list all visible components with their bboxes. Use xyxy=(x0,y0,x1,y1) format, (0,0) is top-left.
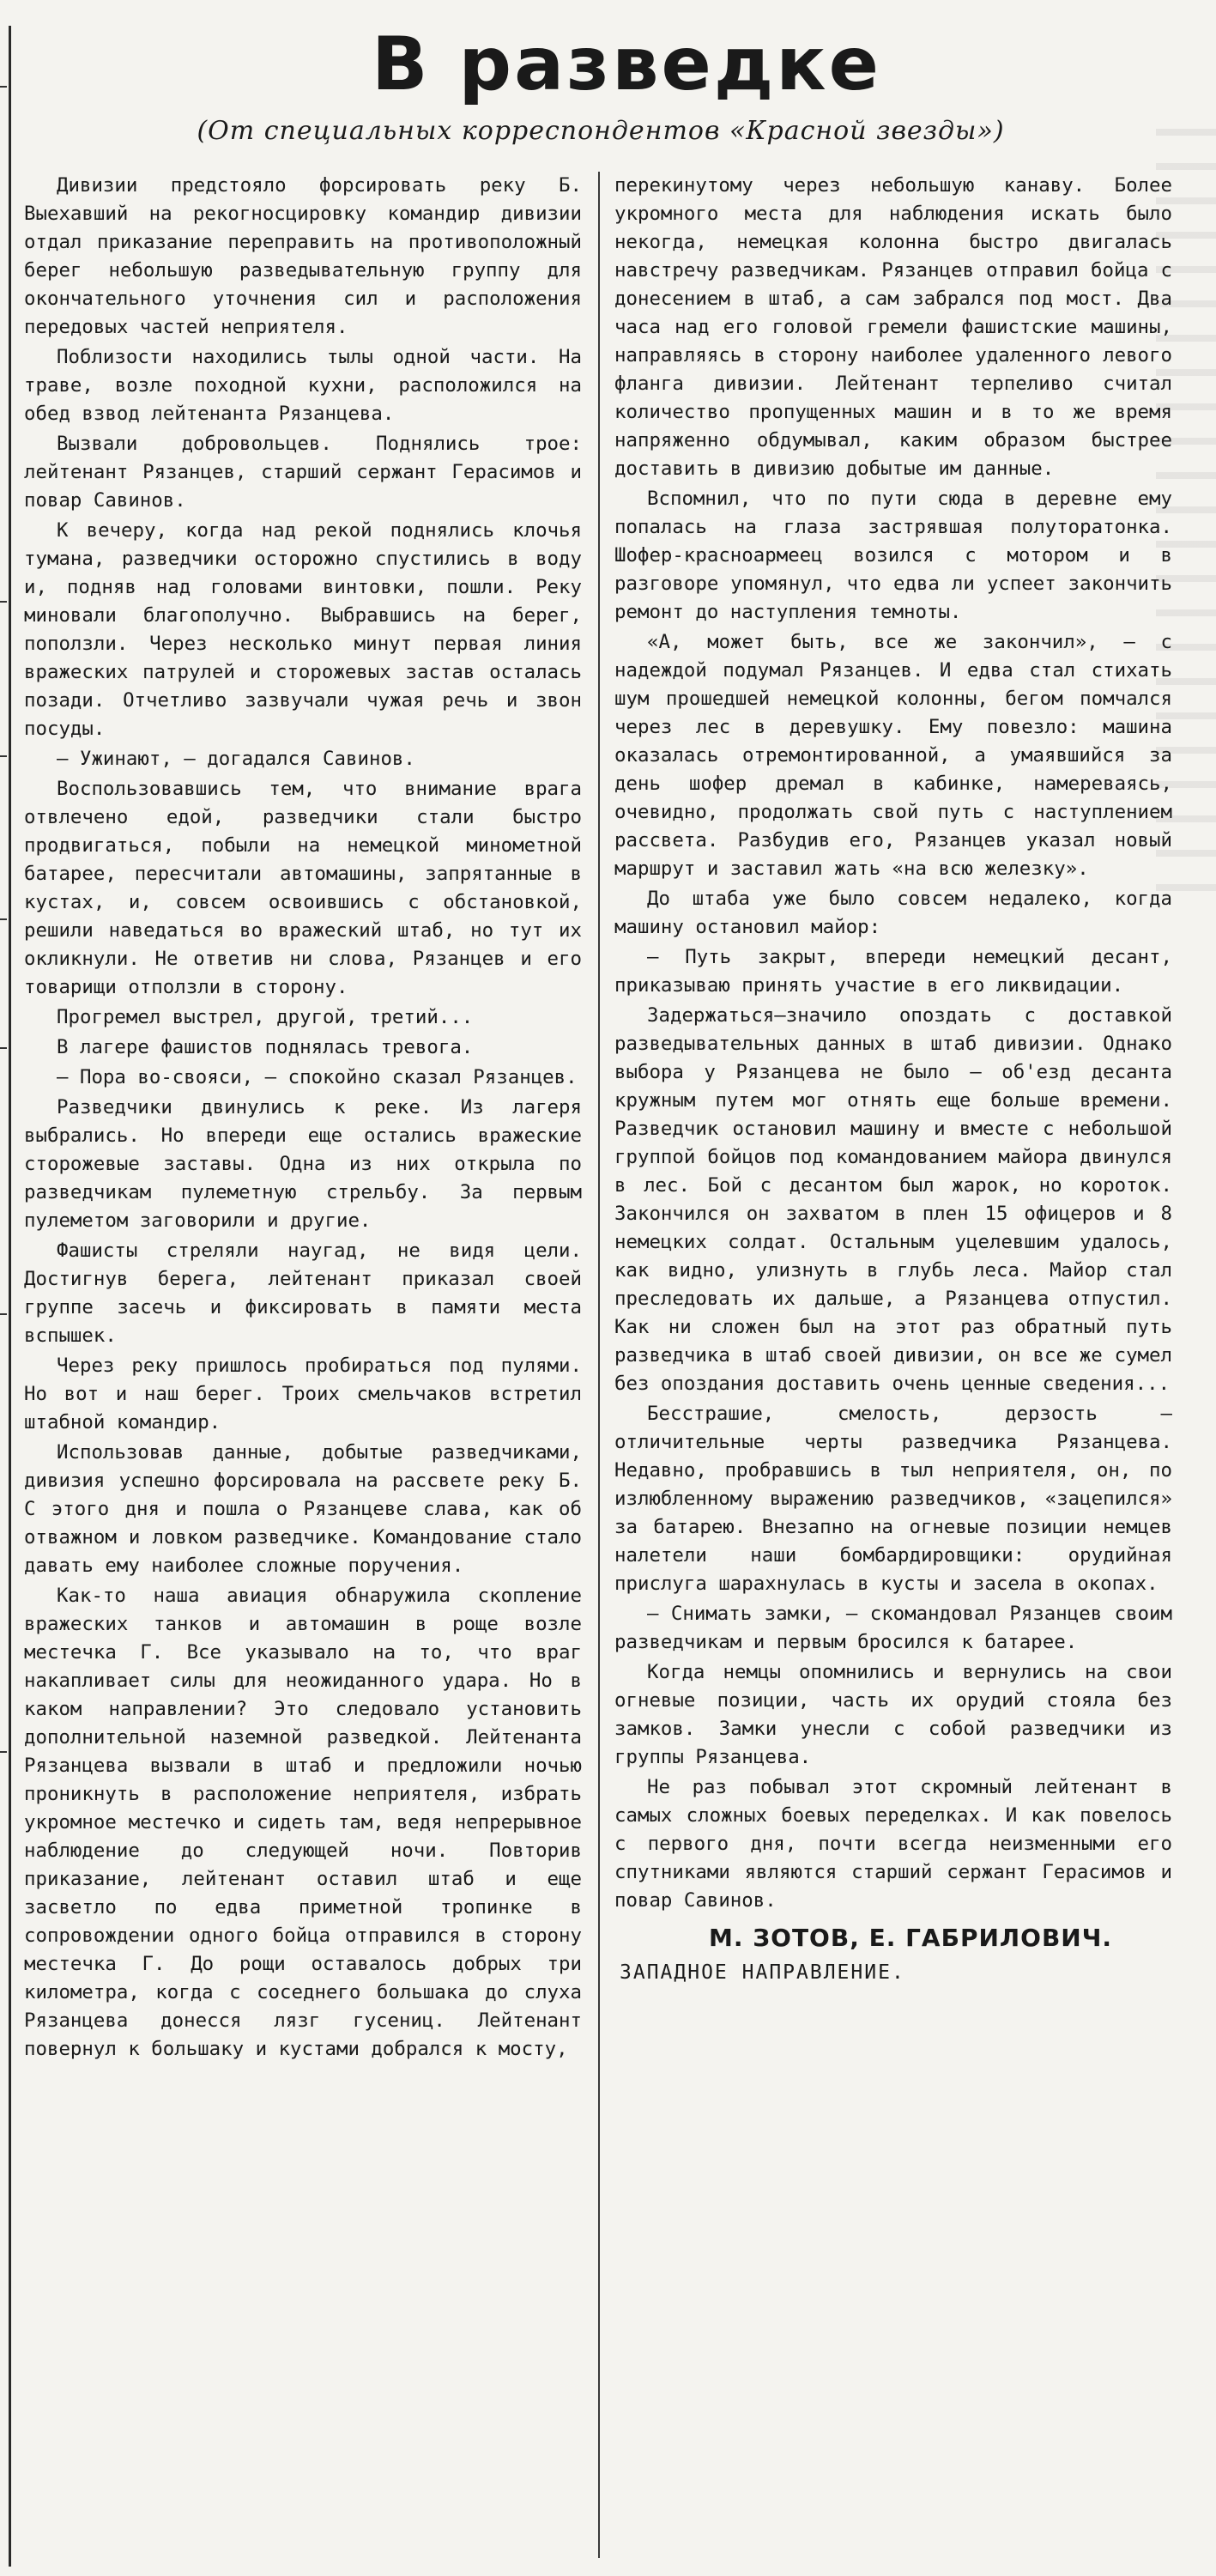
article-subheadline: (От специальных корреспондентов «Красной звезды») xyxy=(197,116,1005,146)
paragraph: — Путь закрыт, впереди немецкий десант, приказываю принять участие в его ликвидации. xyxy=(614,946,1172,997)
paragraph: — Ужинают, — догадался Савинов. xyxy=(57,748,415,770)
article-headline: В разведке xyxy=(372,21,881,107)
paragraph: Воспользовавшись тем, что внимание врага отвлечено едой, разведчики стали быстро продвигаться, побыли на немецкой минометной батарее, пересчитали автомашины, запрятанные в кустах, и, совсем освоившись с обстановкой, решили наведаться во вражеский штаб, но тут их окликнули. Не ответив ни слова, Рязанцев и его товарищи отползли в сторону. xyxy=(24,778,582,998)
paragraph: — Пора во-свояси, — спокойно сказал Рязанцев. xyxy=(57,1066,578,1088)
paragraph: Бесстрашие, смелость, дерзость — отличительные черты разведчика Рязанцева. Недавно, пробравшись в тыл неприятеля, он, по излюбленному выражению разведчиков, «зацепился» за батарею. Внезапно на огневые позиции немцев налетели наши бомбардировщики: орудийная прислуга шарахнулась в кусты и засела в окопах. xyxy=(614,1403,1172,1595)
paragraph: Вызвали добровольцев. Поднялись трое: лейтенант Рязанцев, старший сержант Герасимов и повар Савинов. xyxy=(24,433,582,512)
paragraph: «А, может быть, все же закончил», — с надеждой подумал Рязанцев. И едва стал стихать шум прошедшей немецкой колонны, бегом помчался через лес в деревушку. Ему повезло: машина оказалась отремонтированной, а умаявшийся за день шофер дремал в кабинке, намереваясь, очевидно, продолжать свой путь с наступлением рассвета. Разбудив его, Рязанцев указал новый маршрут и заставил жать «на всю железку». xyxy=(614,631,1172,880)
paragraph: Когда немцы опомнились и вернулись на свои огневые позиции, часть их орудий стояла без замков. Замки унесли с собой разведчики из группы Рязанцева. xyxy=(614,1661,1172,1768)
paragraph: Не раз побывал этот скромный лейтенант в самых сложных боевых переделках. И как повелось с первого дня, почти всегда неизменными его спутниками являются старший сержант Герасимов и повар Савинов. xyxy=(614,1776,1172,1912)
paragraph: Через реку пришлось пробираться под пулями. Но вот и наш берег. Троих смельчаков встретил штабной командир. xyxy=(24,1355,582,1433)
paragraph: Использовав данные, добытые разведчиками, дивизия успешно форсировала на рассвете реку Б. С этого дня и пошла о Рязанцеве слава, как об отважном и ловком разведчике. Командование стало давать ему наиболее сложные поручения. xyxy=(24,1441,582,1577)
paragraph: Поблизости находились тылы одной части. На траве, возле походной кухни, расположился на обед взвод лейтенанта Рязанцева. xyxy=(24,346,582,425)
article-column-left xyxy=(24,172,582,2541)
paragraph: Вспомнил, что по пути сюда в деревне ему попалась на глаза застрявшая полуторатонка. Шофер-красноармеец возился с мотором и в разговоре упомянул, что едва ли успеет закончить ремонт до наступления темноты. xyxy=(614,488,1172,623)
author-signature: М. ЗОТОВ, Е. ГАБРИЛОВИЧ. xyxy=(709,1924,1112,1952)
paragraph: Прогремел выстрел, другой, третий... xyxy=(57,1006,474,1028)
paragraph: К вечеру, когда над рекой поднялись клочья тумана, разведчики осторожно спустились в воду и, подняв над головами винтовки, пошли. Реку миновали благополучно. Выбравшись на берег, поползли. Через несколько минут первая линия вражеских патрулей и сторожевых застав осталась позади. Отчетливо зазвучали чужая речь и звон посуды. xyxy=(24,519,582,740)
paragraph: До штаба уже было совсем недалеко, когда машину остановил майор: xyxy=(614,888,1172,938)
left-column-rule xyxy=(9,26,11,2567)
article-column-right xyxy=(614,172,1172,2541)
column-divider xyxy=(598,172,600,2558)
left-edge-marks xyxy=(0,52,9,2541)
paragraph: перекинутому через небольшую канаву. Более укромного места для наблюдения искать было некогда, немецкая колонна быстро двигалась навстречу разведчикам. Рязанцев отправил бойца с донесением в штаб, а сам забрался под мост. Два часа над его головой гремели фашистские машины, направляясь в сторону наиболее удаленного левого фланга дивизии. Лейтенант терпеливо считал количество пропущенных машин и в то же время напряженно обдумывал, каким образом быстрее доставить в дивизию добытые им данные. xyxy=(614,174,1172,480)
paragraph: Дивизии предстояло форсировать реку Б. Выехавший на рекогносцировку командир дивизии отдал приказание переправить на противоположный берег небольшую разведывательную группу для окончательного уточнения сил и расположения передовых частей неприятеля. xyxy=(24,174,582,338)
paragraph: Фашисты стреляли наугад, не видя цели. Достигнув берега, лейтенант приказал своей группе засечь и фиксировать в памяти места вспышек. xyxy=(24,1240,582,1347)
paragraph: В лагере фашистов поднялась тревога. xyxy=(57,1036,474,1058)
paragraph: Разведчики двинулись к реке. Из лагеря выбрались. Но впереди еще остались вражеские сторожевые заставы. Одна из них открыла по разведчикам пулеметную стрельбу. За первым пулеметом заговорили и другие. xyxy=(24,1096,582,1232)
paragraph: Задержаться—значило опоздать с доставкой разведывательных данных в штаб дивизии. Однако выбора у Рязанцева не было — об'езд десанта кружным путем мог отнять еще больше времени. Разведчик остановил машину и вместе с небольшой группой бойцов под командованием майора двинулся в лес. Бой с десантом был жарок, но короток. Закончился он захватом в плен 15 офицеров и 8 немецких солдат. Остальным уцелевшим удалось, как видно, улизнуть в глубь леса. Майор стал преследовать их дальше, а Рязанцева отпустил. Как ни сложен был на этот раз обратный путь разведчика в штаб своей дивизии, он все же сумел без опоздания доставить очень ценные сведения... xyxy=(614,1004,1172,1395)
dateline: ЗАПАДНОЕ НАПРАВЛЕНИЕ. xyxy=(620,1961,905,1984)
paragraph: — Снимать замки, — скомандовал Рязанцев своим разведчикам и первым бросился к батарее. xyxy=(614,1603,1172,1653)
paragraph: Как-то наша авиация обнаружила скопление вражеских танков и автомашин в роще возле местечка Г. Все указывало на то, что враг накапливает силы для неожиданного удара. Но в каком направлении? Это следовало установить дополнительной наземной разведкой. Лейтенанта Рязанцева вызвали в штаб и предложили ночью проникнуть в расположение неприятеля, избрать укромное местечко и сидеть там, ведя непрерывное наблюдение до следующей ночи. Повторив приказание, лейтенант оставил штаб и еще засветло по едва приметной тропинке в сопровождении одного бойца отправился в сторону местечка Г. До рощи оставалось добрых три километра, когда с соседнего большака до слуха Рязанцева донесся лязг гусениц. Лейтенант повернул к большаку и кустами добрался к мосту, xyxy=(24,1585,582,2060)
